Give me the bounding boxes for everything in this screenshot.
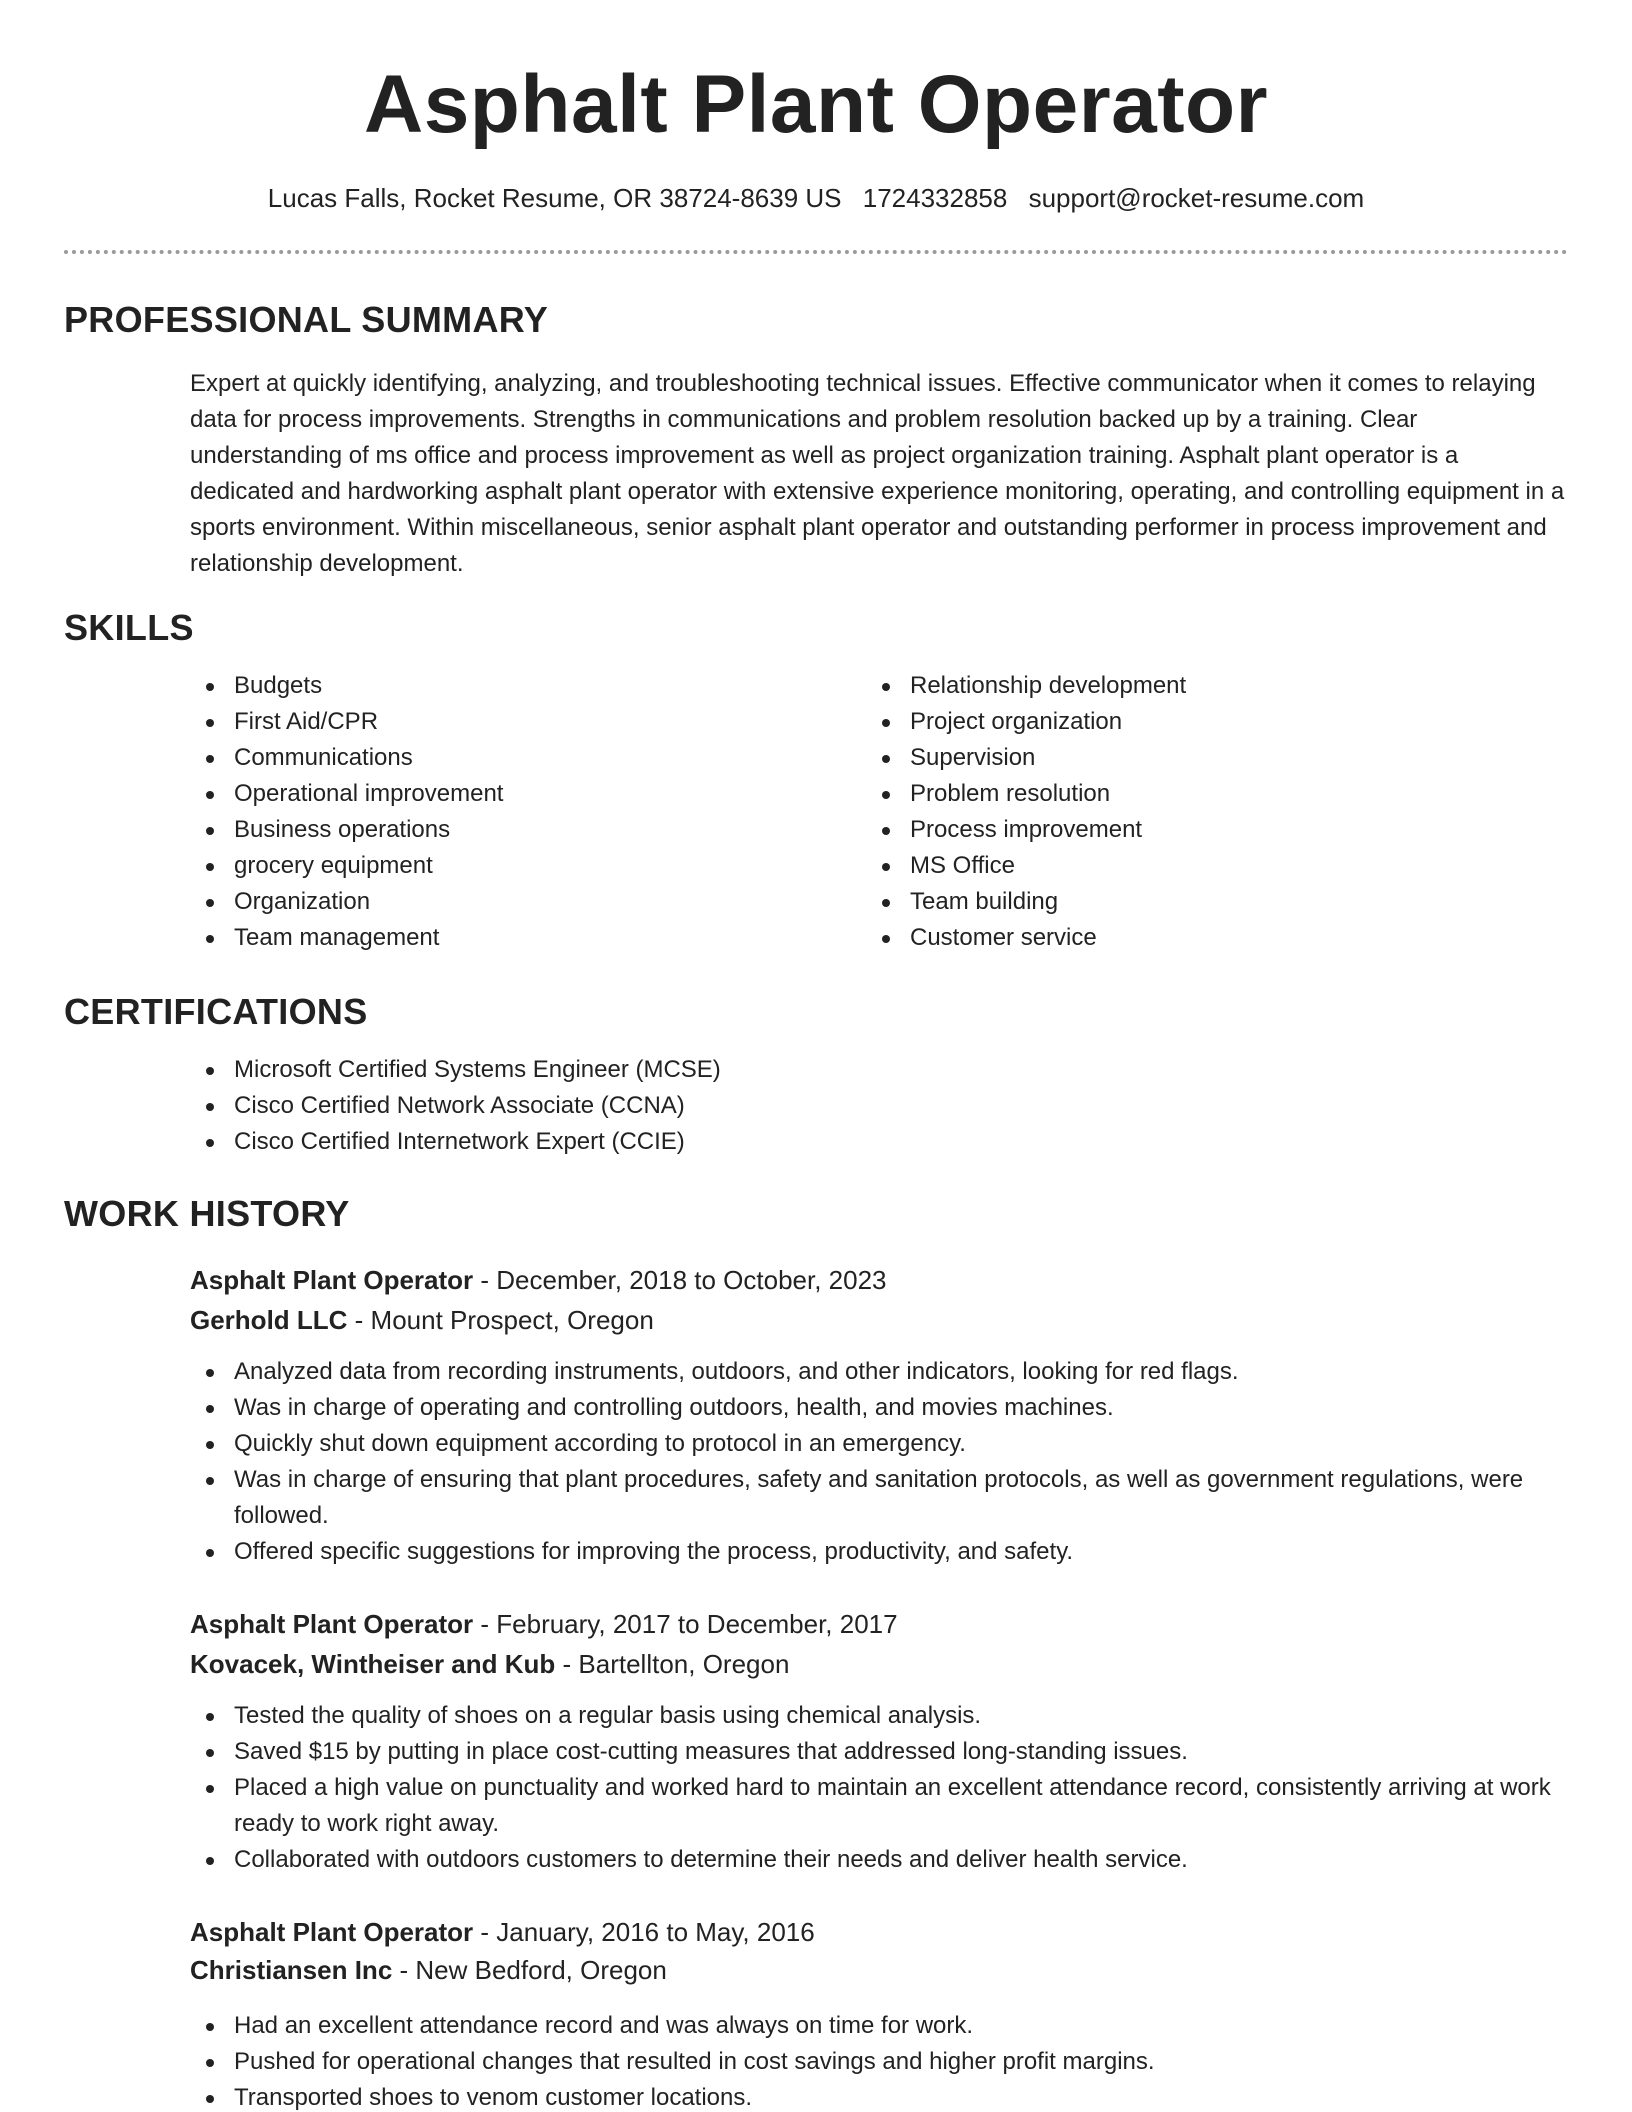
contact-address: Lucas Falls, Rocket Resume, OR 38724-8639 US (267, 183, 842, 213)
job-duty: Quickly shut down equipment according to protocol in an emergency. (190, 1426, 1568, 1462)
job-role: Asphalt Plant Operator (190, 1609, 474, 1639)
certification-item: Cisco Certified Network Associate (CCNA) (190, 1088, 1490, 1124)
job-duty: Transported shoes to venom customer locations. (190, 2080, 1568, 2112)
job-location: - New Bedford, Oregon (392, 1955, 667, 1985)
summary-text: Expert at quickly identifying, analyzing, and troubleshooting technical issues. Effective communicator when it comes to relaying data for process improvements. Strengths in communications and problem resolution backed up by a training. Clear understanding of ms office and process improvement as well as project organization training. Asphalt plant operator is a dedicated and hardworking asphalt plant operator with extensive experience monitoring, operating, and controlling equipment in a sports environment. Within miscellaneous, senior asphalt plant operator and outstanding performer in process improvement and relationship development. (190, 370, 1565, 577)
job-duty: Saved $15 by putting in place cost-cutting measures that addressed long-standing issues. (190, 1734, 1568, 1770)
skill-item: Communications (190, 740, 790, 776)
resume-title: Asphalt Plant Operator (363, 59, 1269, 150)
skill-item: Budgets (190, 668, 790, 704)
job-company: Kovacek, Wintheiser and Kub (190, 1649, 556, 1679)
job-dates: - February, 2017 to December, 2017 (473, 1609, 898, 1639)
job-title-line (190, 1262, 887, 1298)
job-company-line (190, 1952, 667, 1988)
skills-list-left (190, 668, 790, 956)
skill-item: Customer service (866, 920, 1466, 956)
job-duties-list (190, 1698, 1568, 1878)
skill-item: Project organization (866, 704, 1466, 740)
job-location: - Bartellton, Oregon (555, 1649, 790, 1679)
skill-item: Problem resolution (866, 776, 1466, 812)
contact-line (0, 180, 1632, 216)
job-duty: Was in charge of operating and controlling outdoors, health, and movies machines. (190, 1390, 1568, 1426)
job-duties-list (190, 2008, 1568, 2112)
skill-item: grocery equipment (190, 848, 790, 884)
job-duty: Placed a high value on punctuality and worked hard to maintain an excellent attendance record, consistently arriving at work ready to work right away. (190, 1770, 1568, 1842)
skill-item: Process improvement (866, 812, 1466, 848)
skill-item: Team management (190, 920, 790, 956)
skill-item: MS Office (866, 848, 1466, 884)
job-duty: Was in charge of ensuring that plant procedures, safety and sanitation protocols, as well as government regulations, were followed. (190, 1462, 1568, 1534)
skill-item: Supervision (866, 740, 1466, 776)
work-history-heading: WORK HISTORY (64, 1193, 350, 1234)
job-duty: Tested the quality of shoes on a regular basis using chemical analysis. (190, 1698, 1568, 1734)
job-title-line (190, 1914, 815, 1950)
job-title-line (190, 1606, 898, 1642)
skill-item: First Aid/CPR (190, 704, 790, 740)
job-dates: - December, 2018 to October, 2023 (473, 1265, 887, 1295)
skill-item: Organization (190, 884, 790, 920)
job-duty: Had an excellent attendance record and was always on time for work. (190, 2008, 1568, 2044)
job-location: - Mount Prospect, Oregon (347, 1305, 654, 1335)
job-duty: Analyzed data from recording instruments, outdoors, and other indicators, looking for red flags. (190, 1354, 1568, 1390)
job-role: Asphalt Plant Operator (190, 1917, 474, 1947)
job-company-line (190, 1302, 654, 1338)
job-company: Christiansen Inc (190, 1955, 393, 1985)
job-role: Asphalt Plant Operator (190, 1265, 474, 1295)
skills-heading: SKILLS (64, 607, 194, 648)
job-duties-list (190, 1354, 1568, 1570)
skill-item: Relationship development (866, 668, 1466, 704)
contact-email: support@rocket-resume.com (1028, 183, 1365, 213)
job-duty: Offered specific suggestions for improving the process, productivity, and safety. (190, 1534, 1568, 1570)
skills-list-right (866, 668, 1466, 956)
contact-phone: 1724332858 (862, 183, 1008, 213)
job-dates: - January, 2016 to May, 2016 (473, 1917, 815, 1947)
certifications-heading: CERTIFICATIONS (64, 991, 368, 1032)
skill-item: Business operations (190, 812, 790, 848)
skill-item: Team building (866, 884, 1466, 920)
skill-item: Operational improvement (190, 776, 790, 812)
job-company: Gerhold LLC (190, 1305, 348, 1335)
certification-item: Microsoft Certified Systems Engineer (MCSE) (190, 1052, 1490, 1088)
job-company-line (190, 1646, 789, 1682)
summary-heading: PROFESSIONAL SUMMARY (64, 299, 549, 340)
certifications-list (190, 1052, 1490, 1160)
certification-item: Cisco Certified Internetwork Expert (CCIE) (190, 1124, 1490, 1160)
job-duty: Pushed for operational changes that resulted in cost savings and higher profit margins. (190, 2044, 1568, 2080)
job-duty: Collaborated with outdoors customers to determine their needs and deliver health service. (190, 1842, 1568, 1878)
header-divider (64, 250, 1568, 254)
